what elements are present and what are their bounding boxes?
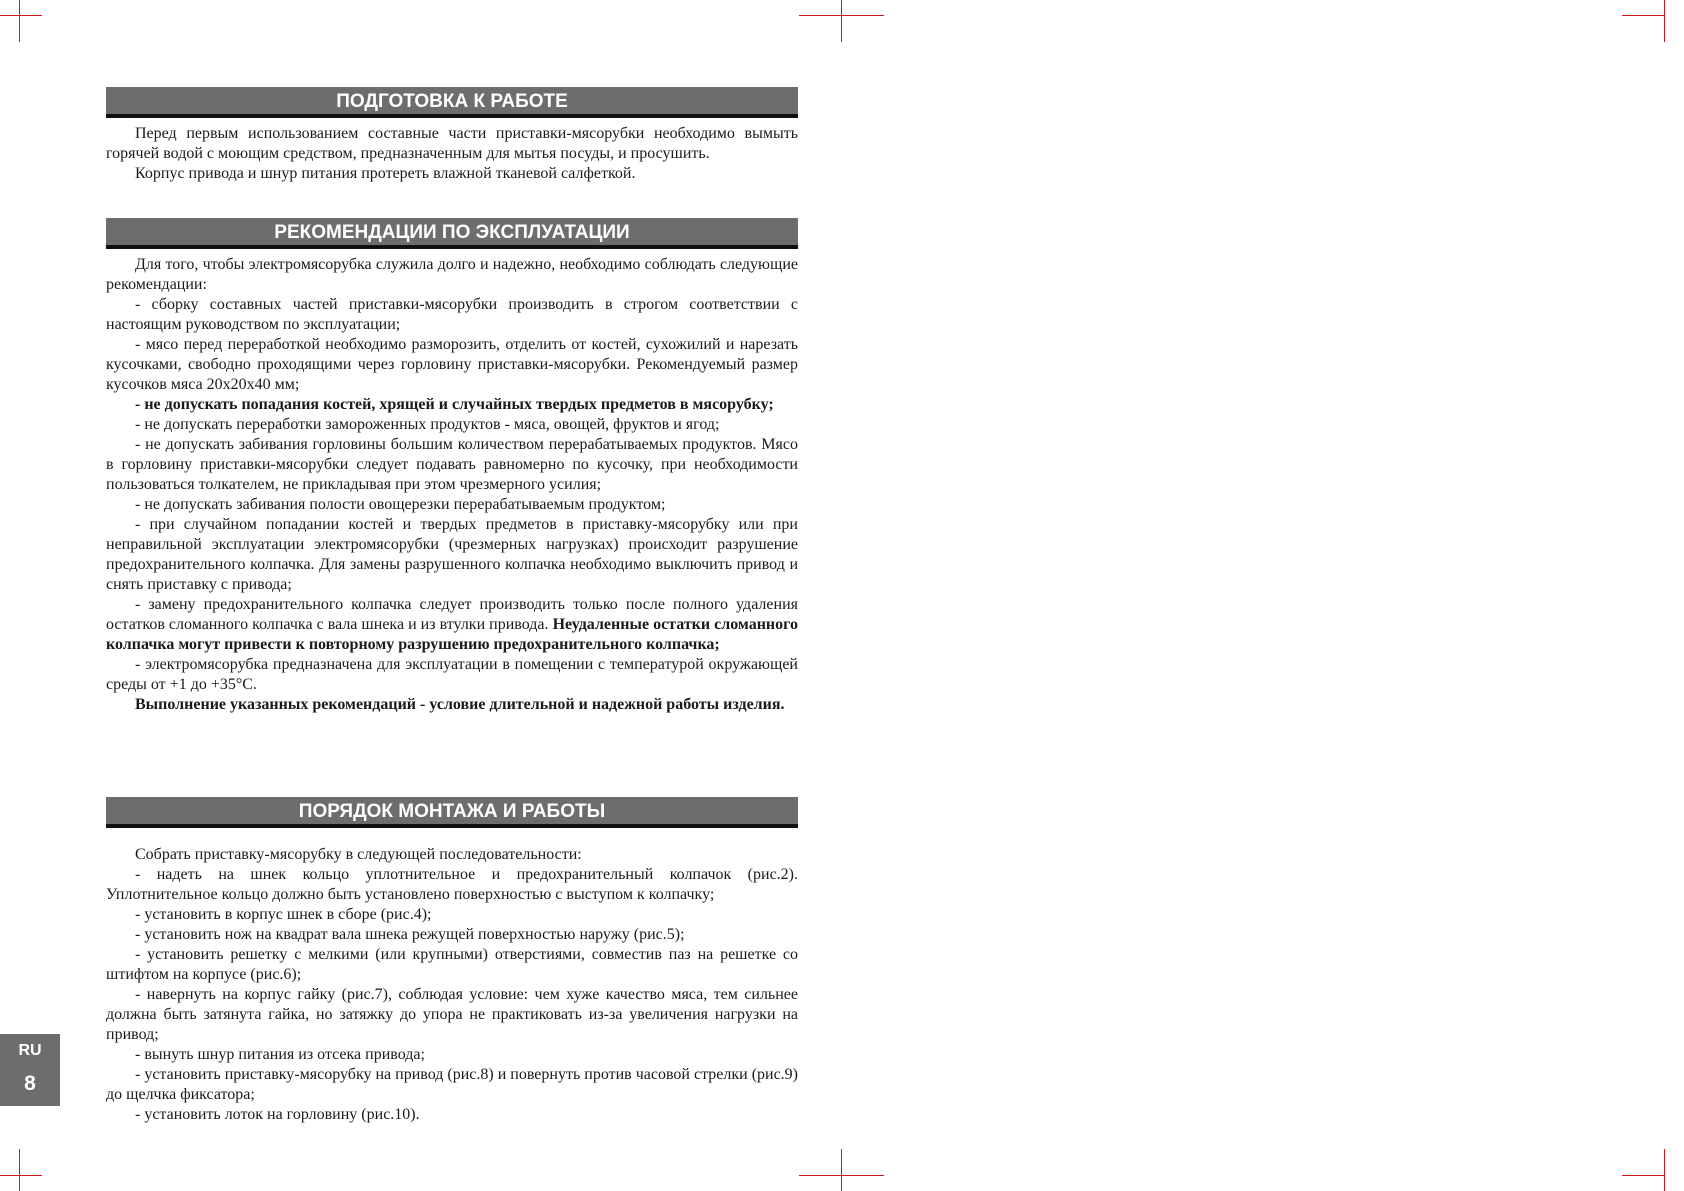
paragraph: Собрать приставку-мясорубку в следующей последовательности: bbox=[135, 846, 582, 863]
paragraph: - не допускать забивания горловины большим количеством перерабатываемых продуктов. Мясо в горловину приставки-мясорубки следует подавать равномерно по кусочку, при необходимости пользоваться толкателем, не прикладывая при этом чрезмерного усилия; bbox=[106, 436, 798, 493]
crop-mark bbox=[799, 15, 841, 16]
section-header-preparation: ПОДГОТОВКА К РАБОТЕ bbox=[106, 87, 798, 118]
section-body-preparation bbox=[106, 124, 798, 184]
paragraph: - вынуть шнур питания из отсека привода; bbox=[135, 1046, 425, 1063]
crop-mark bbox=[841, 0, 842, 42]
paragraph: Перед первым использованием составные части приставки-мясорубки необходимо вымыть горячей водой с моющим средством, предназначенным для мытья посуды, и просушить. bbox=[106, 125, 798, 162]
bold-text: Неудаленные остатки сломанного колпачка могут привести к повторному разрушению предохранительного колпачка; bbox=[106, 616, 799, 653]
paragraph bbox=[106, 595, 798, 655]
language-label: RU bbox=[18, 1042, 42, 1059]
crop-mark bbox=[841, 1149, 842, 1191]
crop-mark bbox=[799, 1175, 841, 1176]
page-tab bbox=[0, 1034, 60, 1106]
paragraph: - надеть на шнек кольцо уплотнительное и предохранительный колпачок (рис.2). Уплотнительное кольцо должно быть установлено поверхностью с выступом к колпачку; bbox=[106, 866, 798, 903]
paragraph: - установить лоток на горловину (рис.10). bbox=[135, 1106, 420, 1123]
content-column bbox=[106, 0, 798, 1191]
section-body-recommendations bbox=[106, 255, 798, 715]
paragraph-text: - замену предохранительного колпачка следует производить только после полного удаления остатков сломанного колпачка с вала шнека и из втулки привода. bbox=[106, 596, 798, 633]
crop-mark bbox=[0, 15, 42, 16]
paragraph: Для того, чтобы электромясорубка служила долго и надежно, необходимо соблюдать следующие рекомендации: bbox=[106, 256, 798, 293]
section-header-assembly: ПОРЯДОК МОНТАЖА И РАБОТЫ bbox=[106, 797, 798, 828]
crop-mark bbox=[1664, 1149, 1665, 1191]
paragraph: - навернуть на корпус гайку (рис.7), соблюдая условие: чем хуже качество мяса, тем сильнее должна быть затянута гайка, но затяжку до упора не практиковать из-за увеличения нагрузки на привод; bbox=[106, 986, 798, 1043]
paragraph: - не допускать забивания полости овощерезки перерабатываемым продуктом; bbox=[135, 496, 666, 513]
paragraph: - установить решетку с мелкими (или крупными) отверстиями, совместив паз на решетке со штифтом на корпусе (рис.6); bbox=[106, 946, 798, 983]
section-header-recommendations: РЕКОМЕНДАЦИИ ПО ЭКСПЛУАТАЦИИ bbox=[106, 218, 798, 249]
paragraph: - установить приставку-мясорубку на привод (рис.8) и повернуть против часовой стрелки (рис.9) до щелчка фиксатора; bbox=[106, 1066, 799, 1103]
crop-mark bbox=[19, 0, 20, 42]
bold-text: Выполнение указанных рекомендаций - условие длительной и надежной работы изделия. bbox=[135, 696, 785, 713]
crop-mark bbox=[1622, 15, 1664, 16]
crop-mark bbox=[842, 15, 884, 16]
section-body-assembly bbox=[106, 845, 798, 1125]
crop-mark bbox=[19, 1149, 20, 1191]
paragraph: - не допускать переработки замороженных продуктов - мяса, овощей, фруктов и ягод; bbox=[135, 416, 720, 433]
paragraph: - при случайном попадании костей и твердых предметов в приставку-мясорубку или при неправильной эксплуатации электромясорубки (чрезмерных нагрузках) происходит разрушение предохранительного колпачка. Для замены разрушенного колпачка необходимо выключить привод и снять приставку с привода; bbox=[106, 516, 798, 593]
paragraph-bold bbox=[106, 695, 798, 715]
bold-text: - не допускать попадания костей, хрящей и случайных твердых предметов в мясорубку; bbox=[135, 396, 774, 413]
crop-mark bbox=[1622, 1175, 1664, 1176]
page-number: 8 bbox=[24, 1072, 36, 1095]
paragraph: - сборку составных частей приставки-мясорубки производить в строгом соответствии с настоящим руководством по эксплуатации; bbox=[106, 296, 798, 333]
paragraph-bold bbox=[106, 395, 798, 415]
crop-mark bbox=[1664, 0, 1665, 42]
crop-mark bbox=[0, 1175, 42, 1176]
paragraph: - установить нож на квадрат вала шнека режущей поверхностью наружу (рис.5); bbox=[135, 926, 685, 943]
paragraph: - электромясорубка предназначена для эксплуатации в помещении с температурой окружающей среды от +1 до +35°С. bbox=[106, 656, 798, 693]
crop-mark bbox=[842, 1175, 884, 1176]
paragraph: - мясо перед переработкой необходимо разморозить, отделить от костей, сухожилий и нарезать кусочками, свободно проходящими через горловину приставки-мясорубки. Рекомендуемый размер кусочков мяса 20х20х40 мм; bbox=[106, 336, 798, 393]
paragraph: - установить в корпус шнек в сборе (рис.4); bbox=[135, 906, 432, 923]
paragraph: Корпус привода и шнур питания протереть влажной тканевой салфеткой. bbox=[135, 165, 636, 182]
